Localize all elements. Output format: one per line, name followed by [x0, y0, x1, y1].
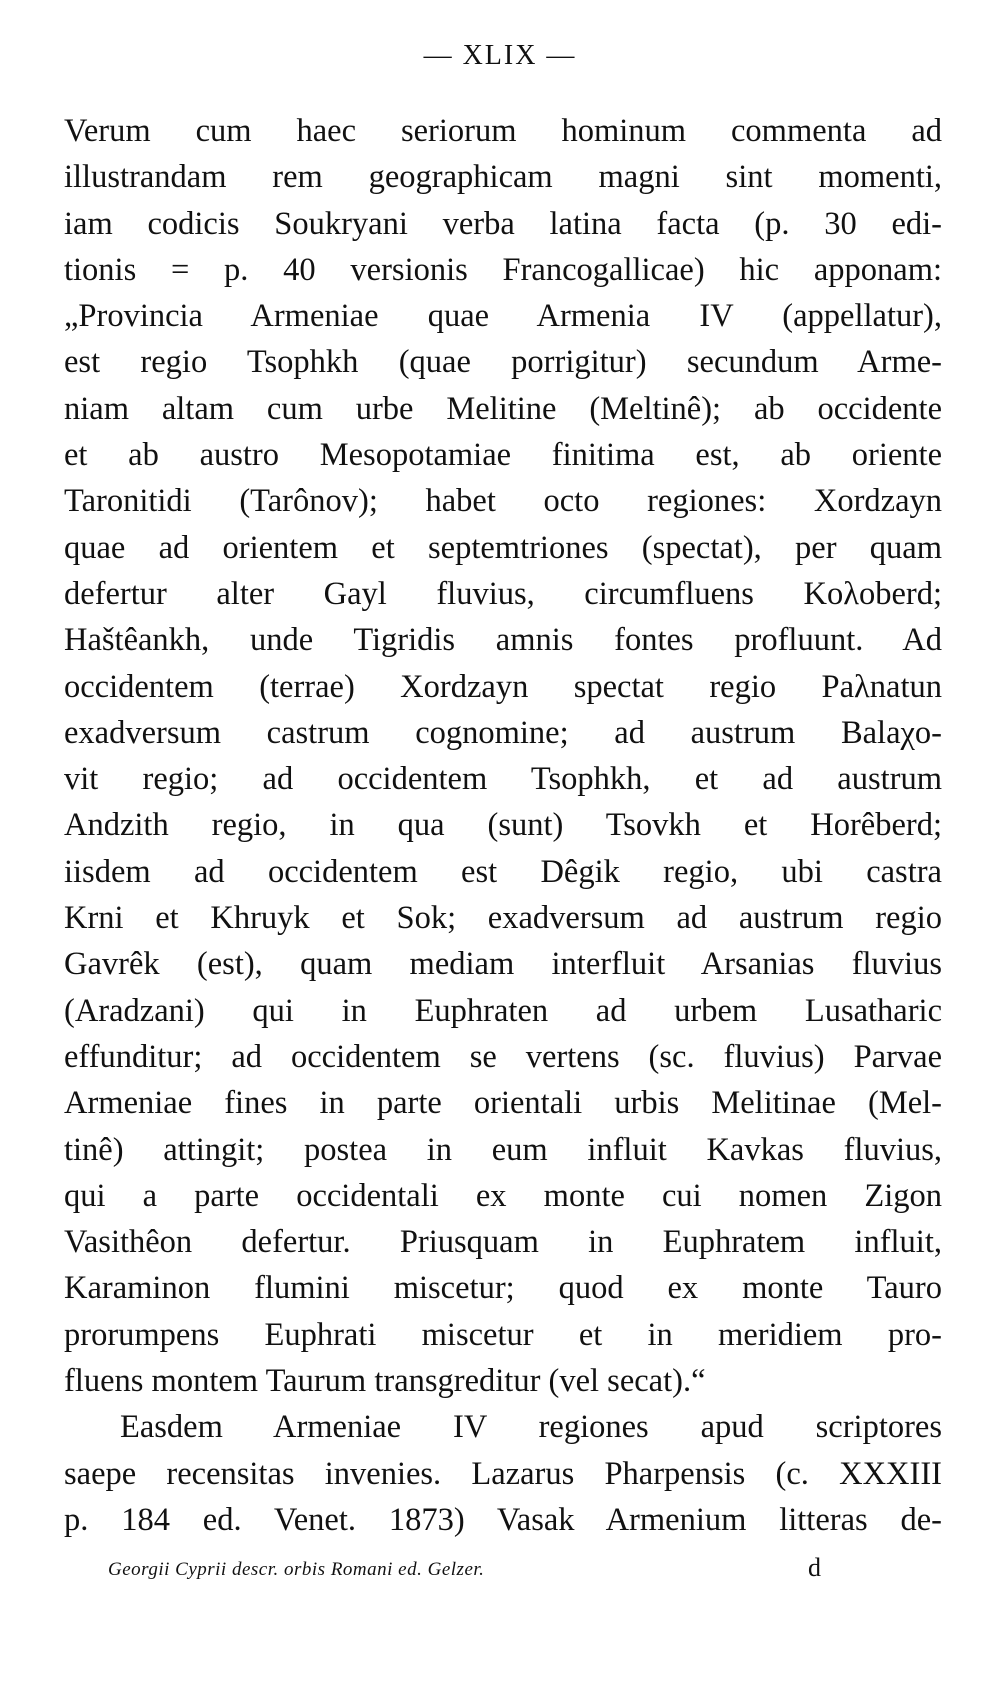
- text-line: prorumpens Euphrati miscetur et in meridiem pro-: [64, 1316, 942, 1353]
- text-line: tinê) attingit; postea in eum influit Kavkas fluvius,: [64, 1131, 942, 1168]
- page-header-number: — XLIX —: [423, 40, 577, 71]
- text-line: Karaminon flumini miscetur; quod ex monte Tauro: [64, 1270, 942, 1307]
- text-line: effunditur; ad occidentem se vertens (sc. fluvius) Parvae: [64, 1038, 942, 1075]
- text-line: Armeniae fines in parte orientali urbis Melitinae (Mel-: [64, 1085, 942, 1122]
- footer-signature-line: Georgii Cyprii descr. orbis Romani ed. Gelzer.: [108, 1559, 485, 1580]
- main-text-block: [64, 108, 942, 1543]
- text-line: est regio Tsophkh (quae porrigitur) secundum Arme-: [64, 344, 942, 381]
- text-line: defertur alter Gayl fluvius, circumfluens Koλoberd;: [64, 575, 942, 612]
- text-line: occidentem (terrae) Xordzayn spectat regio Paλnatun: [64, 668, 942, 705]
- text-line: Andzith regio, in qua (sunt) Tsovkh et Horêberd;: [64, 807, 942, 844]
- text-line: iam codicis Soukryani verba latina facta (p. 30 edi-: [64, 205, 942, 242]
- text-line: quae ad orientem et septemtriones (spectat), per quam: [64, 529, 942, 566]
- text-line: p. 184 ed. Venet. 1873) Vasak Armenium litteras de-: [64, 1501, 942, 1538]
- text-line: qui a parte occidentali ex monte cui nomen Zigon: [64, 1177, 942, 1214]
- text-line-paragraph-end: fluens montem Taurum transgreditur (vel secat).“: [64, 1363, 706, 1400]
- text-line: „Provincia Armeniae quae Armenia IV (appellatur),: [64, 298, 942, 335]
- text-line: niam altam cum urbe Melitine (Meltinê); ab occidente: [64, 390, 942, 427]
- gathering-signature-mark: d: [808, 1553, 821, 1582]
- text-line: Taronitidi (Tarônov); habet octo regiones: Xordzayn: [64, 483, 942, 520]
- text-line: illustrandam rem geographicam magni sint momenti,: [64, 159, 942, 196]
- text-line: Verum cum haec seriorum hominum commenta ad: [64, 113, 942, 149]
- text-line: Gavrêk (est), quam mediam interfluit Arsanias fluvius: [64, 946, 942, 983]
- text-line: et ab austro Mesopotamiae finitima est, ab oriente: [64, 437, 942, 474]
- text-line-paragraph-start: Easdem Armeniae IV regiones apud scriptores: [120, 1409, 942, 1446]
- text-line: Vasithêon defertur. Priusquam in Euphratem influit,: [64, 1224, 942, 1261]
- text-line: Haštêankh, unde Tigridis amnis fontes profluunt. Ad: [64, 622, 942, 659]
- text-line: vit regio; ad occidentem Tsophkh, et ad austrum: [64, 761, 942, 798]
- text-line: iisdem ad occidentem est Dêgik regio, ubi castra: [64, 853, 942, 890]
- text-line: saepe recensitas invenies. Lazarus Pharpensis (c. XXXIII: [64, 1455, 942, 1492]
- text-line: (Aradzani) qui in Euphraten ad urbem Lusatharic: [64, 992, 942, 1029]
- text-line: Krni et Khruyk et Sok; exadversum ad austrum regio: [64, 900, 942, 937]
- text-line: tionis = p. 40 versionis Francogallicae) hic apponam:: [64, 251, 942, 288]
- text-line: exadversum castrum cognomine; ad austrum Balaχo-: [64, 714, 942, 751]
